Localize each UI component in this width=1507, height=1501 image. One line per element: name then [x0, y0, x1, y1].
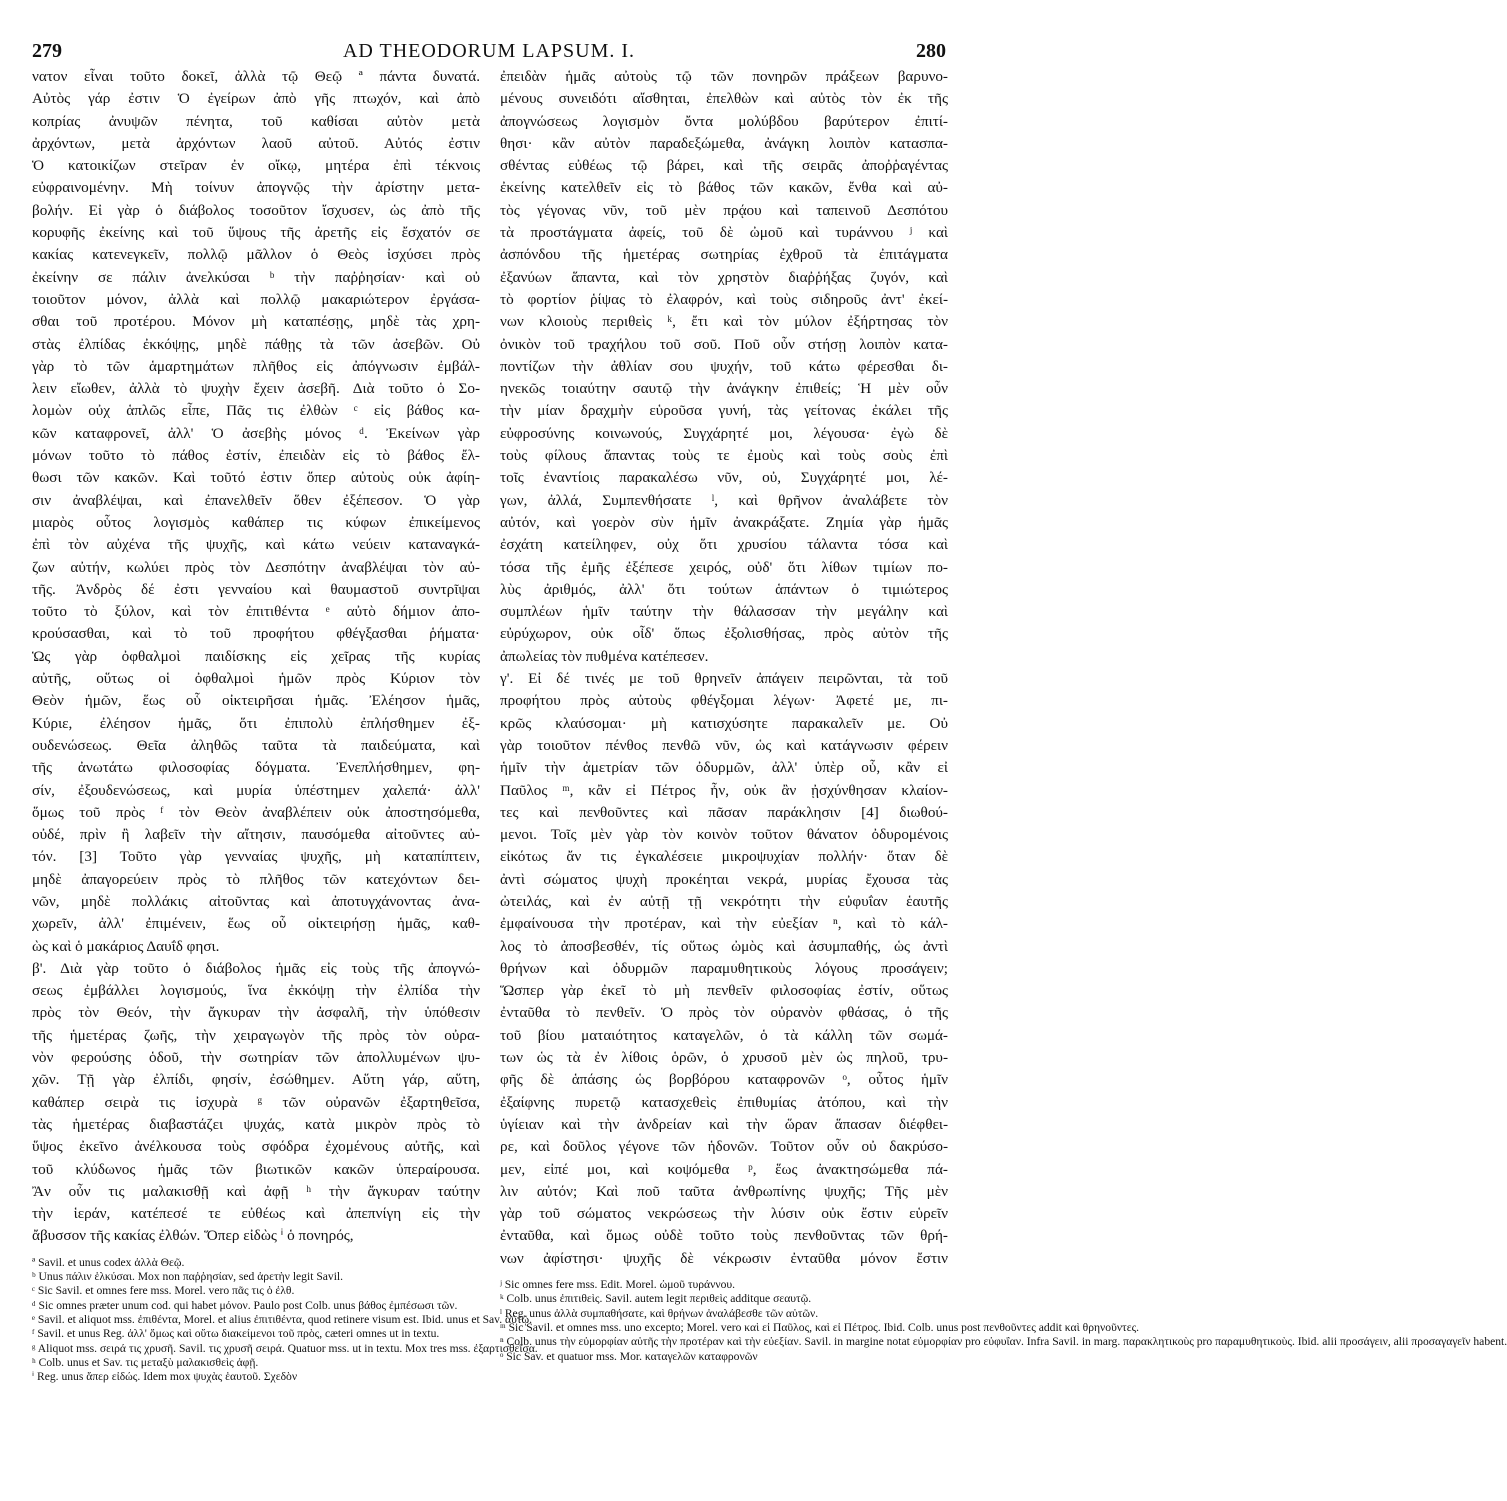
text-line: ἀρχόντων, μετὰ ἀρχόντων λαοῦ αὐτοῦ. Αὐτός ἐστιν [32, 134, 480, 152]
text-line: οὐδέ, πρὶν ἢ λαβεῖν τὴν αἴτησιν, παυσόμεθα αἰτοῦντες αὐ- [32, 826, 480, 844]
text-line: νῶν, μηδὲ πολλάκις αἰτοῦντας καὶ ἀποτυγχάνοντας ἀνα- [32, 892, 480, 910]
text-line: μεν, εἰπέ μοι, καὶ κοψόμεθα ᵖ, ἕως ἀνακτησώμεθα πά- [500, 1160, 948, 1178]
text-line: λιν αὐτόν; Καὶ ποῦ ταῦτα ἀνθρωπίνης ψυχῆς; Τῆς μὲν [500, 1182, 948, 1200]
text-line: ἡμῖν τὴν ἀμετρίαν τῶν ὀδυρμῶν, ἀλλ' ὑπὲρ οὗ, κἂν εἰ [500, 759, 948, 777]
text-line: γων, ἀλλά, Συμπενθήσατε ˡ, καὶ θρῆνον ἀναλάβετε τὸν [500, 491, 948, 509]
text-line: τὸ φορτίον ῥίψας τὸ ἐλαφρόν, καὶ τοὺς σιδηροῦς ἀντ' ἐκεί- [500, 290, 948, 308]
footnote: ᵍ Aliquot mss. σειρά τις χρυσῆ. Savil. τις χρυσῆ σειρά. Quatuor mss. ut in textu. Mox tres mss. ἐξαρτισθεῖσα. [32, 1341, 538, 1355]
footnote: ⁱ Reg. unus ἅπερ εἰδώς. Idem mox ψυχὰς ἑαυτοῦ. Σχεδὸν [32, 1370, 298, 1384]
text-line: τόσα τῆς ἐμῆς ἐξέπεσε χειρός, οὐδ' ὅτι λίθων τιμίων πο- [500, 558, 948, 576]
text-line: ηνεκῶς τοιαύτην σαυτῷ τὴν ἀνάγκην ἐπιθείς; Ἡ μὲν οὖν [500, 380, 948, 398]
text-line: ὀνικὸν τοῦ τραχήλου τοῦ σοῦ. Ποῦ οὖν στήσῃ λοιπὸν κατα- [500, 335, 948, 353]
text-line: Αὐτὸς γάρ ἐστιν Ὁ ἐγείρων ἀπὸ γῆς πτωχόν, καὶ ἀπὸ [32, 90, 480, 108]
running-header [32, 38, 946, 64]
right-column [500, 66, 1507, 1364]
text-line: βολήν. Εἰ γὰρ ὁ διάβολος τοσοῦτον ἴσχυσεν, ὡς ἀπὸ τῆς [32, 201, 480, 219]
text-line: τῆς ἀνωτάτω φιλοσοφίας δόγματα. Ἐνεπλήσθημεν, φη- [32, 759, 480, 777]
text-line: ἐπὶ τὸν αὐχένα τῆς ψυχῆς, καὶ κάτω νεύειν καταναγκά- [32, 536, 480, 554]
text-line: λὺς ἀριθμός, ἀλλ' ὅτι τούτων ἁπάντων ὁ τιμιώτερος [500, 580, 948, 598]
text-line: νατον εἶναι τοῦτο δοκεῖ, ἀλλὰ τῷ Θεῷ ª πάντα δυνατά. [32, 68, 480, 85]
text-line: τες καὶ πενθοῦντες καὶ πᾶσαν παράκλησιν [4] διωθού- [500, 803, 948, 821]
text-line: ζων αὐτήν, κωλύει πρὸς τὸν Δεσπότην ἀναβλέψαι τὸν αὐ- [32, 558, 480, 576]
text-line: μόνων τοῦτο τὸ πάθος ἐστίν, ἐπειδὰν εἰς τὸ βάθος ἔλ- [32, 447, 480, 465]
text-line: β'. Διὰ γὰρ τοῦτο ὁ διάβολος ἡμᾶς εἰς τοὺς τῆς ἀπογνώ- [32, 959, 480, 977]
text-line: των ὡς τὰ ἐν λίθοις ὁρῶν, ὁ χρυσοῦ μὲν ὡς πηλοῦ, τρυ- [500, 1049, 948, 1067]
text-line: κῶν καταφρονεῖ, ἀλλ' Ὁ ἀσεβὴς μόνος ᵈ. Ἐκείνων γὰρ [32, 424, 480, 442]
text-line: εὐρύχωρον, οὐκ οἶδ' ὅπως ἐξολισθήσας, πρὸς αὐτὸν τῆς [500, 625, 948, 643]
footnote: ᵇ Unus πάλιν ἑλκύσαι. Mox non παῤῥησίαν, sed ἀρετὴν legit Savil. [32, 1270, 344, 1284]
text-line: λομὼν οὐχ ἁπλῶς εἶπε, Πᾶς τις ἐλθὼν ᶜ εἰς βάθος κα- [32, 402, 480, 420]
text-line: ὠτειλάς, καὶ ἐν αὐτῇ τῇ νεκρότητι τὴν εὐφυΐαν ἑαυτῆς [500, 892, 948, 910]
text-line: λος τὸ ἀποσβεσθέν, τίς οὕτως ὠμὸς καὶ ἀσυμπαθής, ὡς ἀντὶ [500, 937, 948, 955]
footnote: ᵈ Sic omnes præter unum cod. qui habet μόνον. Paulo post Colb. unus βάθος ἐμπέσωσι τῶν. [32, 1298, 458, 1312]
text-line: τοῖς ἐναντίοις παρακαλέσω νῦν, οὐ, Συγχάρητέ μοι, λέ- [500, 469, 948, 487]
text-line: χῶν. Τῇ γὰρ ἐλπίδι, φησίν, ἐσώθημεν. Αὕτη γάρ, αὕτη, [32, 1071, 480, 1089]
text-line: αὐτῆς, οὕτως οἱ ὀφθαλμοὶ ἡμῶν πρὸς Κύριον τὸν [32, 670, 480, 688]
text-line: μηδὲ ἀπαγορεύειν πρὸς τὸ πλῆθος τῶν κατεχόντων δει- [32, 870, 480, 888]
text-line: θρήνων καὶ ὀδυρμῶν παραμυθητικοὺς λόγους προσάγειν; [500, 959, 948, 977]
text-line: κορυφῆς ἐκείνης καὶ τοῦ ὕψους τῆς ἀρετῆς εἰς ἔσχατόν σε [32, 224, 480, 242]
text-line: ἐκείνην σε πάλιν ἀνελκύσαι ᵇ τὴν παῤῥησίαν· καὶ οὐ [32, 268, 480, 286]
text-line: ρε, καὶ δοῦλος γέγονε τῶν ἡδονῶν. Τοῦτον οὖν οὐ δακρύσο- [500, 1138, 948, 1156]
footnote: ʰ Colb. unus et Sav. τις μεταξὺ μαλακισθεὶς ἀφῇ. [32, 1355, 259, 1369]
text-line: ὑγίειαν καὶ τὴν ἀνδρείαν καὶ τὴν ὥραν ἅπασαν διέφθει- [500, 1115, 948, 1133]
text-line: Κύριε, ἐλέησον ἡμᾶς, ὅτι ἐπιπολὺ ἐπλήσθημεν ἐξ- [32, 714, 480, 732]
footnote: ᵒ Sic Sav. et quatuor mss. Mor. καταγελῶν καταφρονῶν [500, 1349, 758, 1363]
text-line: ἀντὶ σώματος ψυχὴ προκέηται νεκρά, μυρίας ἔχουσα τὰς [500, 870, 948, 888]
text-line: γὰρ τοιοῦτον πένθος πενθῶ νῦν, ὡς καὶ κατάγνωσιν φέρειν [500, 736, 948, 754]
text-line: τὴν μίαν δραχμὴν εὑροῦσα γυνή, τὰς γείτονας ἐκάλει τῆς [500, 402, 948, 420]
text-line: Ὥσπερ γὰρ ἐκεῖ τὸ μὴ πενθεῖν φιλοσοφίας ἐστίν, οὕτως [500, 982, 948, 1000]
text-line: τὰς ἡμετέρας διαβαστάζει ψυχάς, κατὰ μικρὸν πρὸς τὸ [32, 1115, 480, 1133]
text-line: γὰρ τὸ τῶν ἁμαρτημάτων πλῆθος εἰς ἀπόγνωσιν ἐμβάλ- [32, 357, 480, 375]
text-line: κοπρίας ἀνυψῶν πένητα, τοῦ καθίσαι αὐτὸν μετὰ [32, 112, 480, 130]
footnotes-divider [500, 1270, 948, 1278]
running-title: AD THEODORUM LAPSUM. I. [342, 39, 636, 62]
footnote: ˡ Reg. unus ἀλλὰ συμπαθήσατε, καὶ θρήνων ἀναλάβεσθε τῶν αὐτῶν. [500, 1306, 819, 1320]
text-line: ἐξανύων ἅπαντα, καὶ τὸν χρηστὸν διαῤῥήξας ζυγόν, καὶ [500, 268, 948, 286]
footnote: ᵉ Savil. et aliquot mss. ἐπιθέντα, Morel. et alius ἐπιτιθέντα, quod retinere visum est. Ibid. unus et Sav. αὐτῷ. [32, 1312, 533, 1326]
text-line: γὰρ τοῦ σώματος νεκρώσεως τὴν λύσιν οὐκ ἔστιν εὑρεῖν [500, 1205, 948, 1223]
footnote: ⁿ Colb. unus τὴν εὐμορφίαν αὐτῆς τὴν προτέραν καὶ τὴν εὐεξίαν. Savil. in margine notat εὐμορφίαν pro εὐφυΐαν. Infra Savil. in marg. παρακλητικοὺς pro παραμυθητικοὺς. Ibid. alii προσάγειν, alii προσαγαγεῖν habent. [500, 1335, 1507, 1349]
text-line: τόν. [3] Τοῦτο γὰρ γενναίας ψυχῆς, μὴ καταπίπτειν, [32, 848, 480, 866]
text-line: μενοι. Τοῖς μὲν γὰρ τὸν κοινὸν τοῦτον θάνατον ὀδυρομένοις [500, 826, 948, 844]
text-line: Θεὸν ἡμῶν, ἕως οὗ οἰκτειρῆσαι ἡμᾶς. Ἐλέησον ἡμᾶς, [32, 692, 480, 710]
text-line: Ἂν οὖν τις μαλακισθῇ καὶ ἀφῇ ʰ τὴν ἄγκυραν ταύτην [32, 1182, 480, 1200]
text-line: πρὸς τὸν Θεόν, τὴν ἄγκυραν τὴν ἀσφαλῆ, τὴν ὑπόθεσιν [32, 1004, 480, 1022]
text-line: σεως ἐμβάλλει λογισμούς, ἵνα ἐκκόψῃ τὴν ἐλπίδα τὴν [32, 982, 480, 1000]
text-line: ἐπειδὰν ἡμᾶς αὐτοὺς τῷ τῶν πονηρῶν πράξεων βαρυνο- [500, 68, 948, 85]
text-line: ἀσπόνδου τῆς ἡμετέρας σωτηρίας ἐχθροῦ τὰ ἐπιτάγματα [500, 246, 948, 264]
footnote: ᵐ Sic Savil. et omnes mss. uno excepto; Morel. vero καὶ εἰ Παῦλος, καὶ εἰ Πέτρος. Ibid. Colb. unus post πενθοῦντες addit καὶ θρηνοῦντες. [500, 1320, 1140, 1334]
text-line: τῆς. Ἀνδρὸς δέ ἐστι γενναίου καὶ θαυμαστοῦ συντρῖψαι [32, 580, 480, 598]
text-line: νων ἀφίστησι· ψυχῆς δὲ νέκρωσιν ἐνταῦθα μόνον ἔστιν [500, 1249, 948, 1267]
text-line: τοῦ βίου ματαιότητος καταγελῶν, ὁ τὰ κάλλη τῶν σωμά- [500, 1026, 948, 1044]
text-line: σιν ἀναβλέψαι, καὶ ἐπανελθεῖν ὅθεν ἐξέπεσον. Ὁ γὰρ [32, 491, 480, 509]
text-line: τοῦτο τὸ ξύλον, καὶ τὸν ἐπιτιθέντα ᵉ αὐτὸ δήμιον ἀπο- [32, 603, 480, 621]
text-line: νων κλοιοὺς περιθεὶς ᵏ, ἔτι καὶ τὸν μύλον ἐξήρτησας τὸν [500, 313, 948, 331]
text-line: γ'. Εἰ δέ τινές με τοῦ θρηνεῖν ἀπάγειν πειρῶνται, τὰ τοῦ [500, 670, 948, 688]
text-line: Ὡς γὰρ ὀφθαλμοὶ παιδίσκης εἰς χεῖρας τῆς κυρίας [32, 647, 480, 665]
text-line: εἰκότως ἄν τις ἐγκαλέσειε μικροψυχίαν πολλήν· ὅταν δὲ [500, 848, 948, 866]
footnotes-divider [32, 1248, 480, 1256]
text-line: καθάπερ σειρὰ τις ἰσχυρὰ ᵍ τῶν οὐρανῶν ἐξαρτηθεῖσα, [32, 1093, 480, 1111]
footnote: ª Savil. et unus codex ἀλλὰ Θεῷ. [32, 1255, 185, 1269]
text-line: τοὺς φίλους ἅπαντας τοὺς τε ἐμοὺς καὶ τοὺς σοὺς ἐπὶ [500, 447, 948, 465]
text-line: ἐκείνης κατελθεῖν εἰς τὸ βάθος τῶν κακῶν, ἔνθα καὶ αὐ- [500, 179, 948, 197]
text-line: Ὁ κατοικίζων στεῖραν ἐν οἴκῳ, μητέρα ἐπὶ τέκνοις [32, 157, 480, 175]
text-line: ἐσχάτη κατείληφεν, οὐχ ὅτι χρυσίου τάλαντα τόσα καὶ [500, 536, 948, 554]
text-line: ἐξαίφνης πυρετῷ κατασχεθεὶς ἐπιθυμίας ἀτόπου, καὶ τὴν [500, 1093, 948, 1111]
text-line: σθέντας εὐθέως τῷ βάρει, καὶ τῆς σειρᾶς ἀποῤῥαγέντας [500, 157, 948, 175]
text-line: τοῦ κλύδωνος ἡμᾶς τῶν βιωτικῶν κακῶν ὑπεραίρουσα. [32, 1160, 480, 1178]
text-line: εὐφροσύνης κοινωνούς, Συγχάρητέ μοι, λέγουσα· ἐγὼ δὲ [500, 424, 948, 442]
text-line: ὕψος ἐκεῖνο ἀνέλκουσα τοὺς σφόδρα ἐχομένους αὐτῆς, καὶ [32, 1138, 480, 1156]
footnote: ᶠ Savil. et unus Reg. ἀλλ' ὅμως καὶ οὕτω διακείμενοι τοῦ πρὸς, cæteri omnes ut in textu. [32, 1327, 440, 1341]
left-column [32, 66, 538, 1384]
text-line: κρούσασθαι, καὶ τὸ τοῦ προφήτου φθέγξασθαι ῥήματα· [32, 625, 480, 643]
text-line: ὅμως τοῦ πρὸς ᶠ τὸν Θεὸν ἀναβλέπειν οὐκ ἀποστησόμεθα, [32, 803, 480, 821]
text-line: ἀπωλείας τὸν πυθμένα κατέπεσεν. [500, 647, 709, 665]
text-line: ἐνταῦθα, καὶ ὅμως οὐδὲ τοῦτο τοὺς πενθοῦντας τῶν θρή- [500, 1227, 948, 1245]
text-line: προφήτου πρὸς αὐτοὺς φθέγξομαι λέγων· Ἀφετέ με, πι- [500, 692, 948, 710]
text-line: τῆς ἡμετέρας ζωῆς, τὴν χειραγωγὸν τῆς πρὸς τὸν οὐρα- [32, 1026, 480, 1044]
text-line: ἄβυσσον τῆς κακίας ἐλθών. Ὅπερ εἰδὼς ⁱ ὁ πονηρός, [32, 1227, 354, 1245]
text-line: ἐμφαίνουσα τὴν προτέραν, καὶ τὴν εὐεξίαν ⁿ, καὶ τὸ κάλ- [500, 915, 948, 933]
text-line: λειν εἴωθεν, ἀλλὰ τὸ ψυχὴν ἔχειν ἀσεβῆ. Διὰ τοῦτο ὁ Σο- [32, 380, 480, 398]
text-line: τὴν ἱεράν, κατέπεσέ τε εὐθέως καὶ ἀπεπνίγη εἰς τὴν [32, 1205, 480, 1223]
text-line: ἐνταῦθα τὸ πενθεῖν. Ὁ πρὸς τὸν οὐρανὸν φθάσας, ὁ τῆς [500, 1004, 948, 1022]
text-line: τοιοῦτον μόνον, ἀλλὰ καὶ πολλῷ μακαριώτερον ἐργάσα- [32, 290, 480, 308]
text-line: σίν, ἐξουδενώσεως, καὶ μυρία ὑπέστημεν χαλεπά· ἀλλ' [32, 781, 480, 799]
text-line: μένους συνειδότι αἴσθηται, ἐπελθὼν καὶ αὐτὸς τὸν ἐκ τῆς [500, 90, 948, 108]
text-line: τὰ προστάγματα ἀφείς, τοῦ δὲ ὠμοῦ καὶ τυράννου ʲ καὶ [500, 224, 948, 242]
text-line: τὸς γέγονας νῦν, τοῦ μὲν πρᾴου καὶ ταπεινοῦ Δεσπότου [500, 201, 948, 219]
text-line: σθαι τοῦ προτέρου. Μόνον μὴ καταπέσῃς, μηδὲ τὰς χρη- [32, 313, 480, 331]
text-line: κακίας κατενεγκεῖν, πολλῷ μᾶλλον ὁ Θεὸς ἰσχύσει πρὸς [32, 246, 480, 264]
left-page-number: 279 [32, 39, 62, 62]
footnote: ᶜ Sic Savil. et omnes fere mss. Morel. vero πᾶς τις ὁ ἐλθ. [32, 1284, 295, 1298]
text-line: χωρεῖν, ἀλλ' ἐπιμένειν, ἕως οὗ οἰκτειρήσῃ ἡμᾶς, καθ- [32, 915, 480, 933]
text-line: ποντίζων τὴν ἀθλίαν σου ψυχήν, τοῦ κάτω φέρεσθαι δι- [500, 357, 948, 375]
text-line: μιαρὸς οὗτος λογισμὸς καθάπερ τις κύφων ἐπικείμενος [32, 513, 480, 531]
text-line: φῆς δὲ ἁπάσης ὡς βορβόρου καταφρονῶν ᵒ, οὗτος ἡμῖν [500, 1071, 948, 1089]
text-line: ἀπογνώσεως λογισμὸν ὄντα μολύβδου βαρύτερον ἐπιτί- [500, 112, 948, 130]
right-page-number: 280 [916, 39, 946, 62]
text-line: ουδενώσεως. Θεῖα ἀληθῶς ταῦτα τὰ παιδεύματα, καὶ [32, 736, 480, 754]
text-line: αὐτόν, καὶ γοερὸν σὺν ἡμῖν ἀνακράξατε. Ζημία γὰρ ἡμᾶς [500, 513, 948, 531]
text-line: στὰς ἐλπίδας ἐκκόψῃς, μηδὲ πάθῃς τὰ τῶν ἀσεβῶν. Οὐ [32, 335, 480, 353]
text-line: κρῶς κλαύσομαι· μὴ κατισχύσητε παρακαλεῖν με. Οὐ [500, 714, 948, 732]
text-line: εὐφραινομένην. Μὴ τοίνυν ἀπογνῷς τὴν ἀρίστην μετα- [32, 179, 480, 197]
text-line: Παῦλος ᵐ, κἂν εἰ Πέτρος ἦν, οὐκ ἂν ᾐσχύνθησαν κλαίον- [500, 781, 948, 799]
text-line: νὸν φερούσης ὁδοῦ, τὴν σωτηρίαν τῶν ἀπολλυμένων ψυ- [32, 1049, 480, 1067]
footnote: ʲ Sic omnes fere mss. Edit. Morel. ὠμοῦ τυράννου. [500, 1278, 736, 1292]
footnote: ᵏ Colb. unus ἐπιτιθεὶς. Savil. autem legit περιθεὶς additque σεαυτῷ. [500, 1292, 812, 1306]
text-line: θησι· κἂν αὐτὸν παραδεξώμεθα, ἀνάγκη λοιπὸν κατασπα- [500, 134, 948, 152]
text-line: συμπλέων ἡμῖν ταύτην τὴν θάλασσαν τὴν μεγάλην καὶ [500, 603, 948, 621]
text-line: θωσι τῶν κακῶν. Καὶ τοῦτό ἐστιν ὅπερ αὐτοὺς οὐκ ἀφίη- [32, 469, 480, 487]
text-line: ὼς καὶ ὁ μακάριος Δαυΐδ φησι. [32, 937, 220, 955]
